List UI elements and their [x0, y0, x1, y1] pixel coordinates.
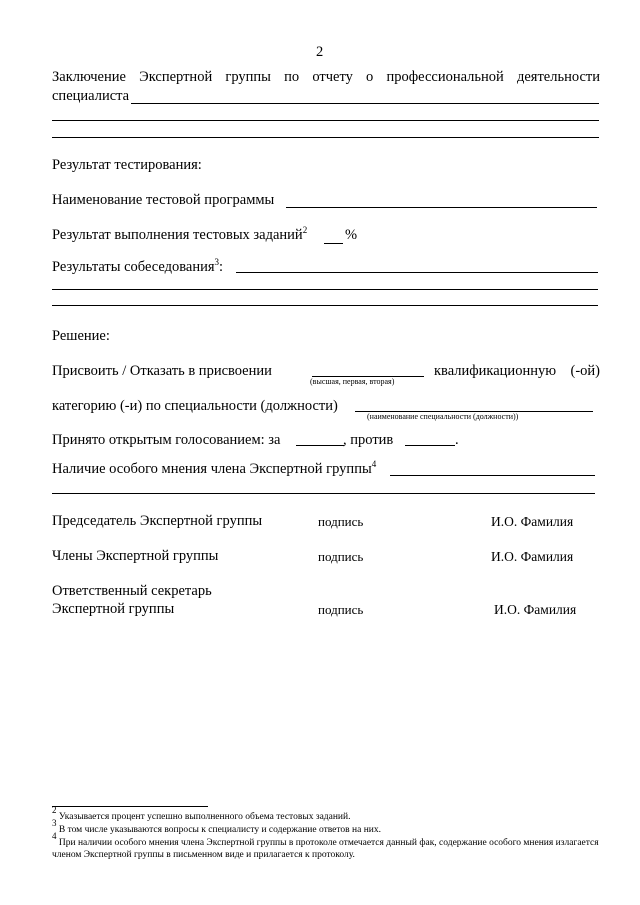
members-name: И.О. Фамилия: [491, 549, 574, 564]
qualification-text: квалификационную (-ой): [434, 363, 600, 379]
test-program-field[interactable]: [286, 207, 597, 208]
specialist-field-line[interactable]: [131, 103, 599, 104]
special-opinion-line-2[interactable]: [52, 493, 595, 494]
category-specialty-text: категорию (-и) по специальности (должности): [52, 398, 338, 414]
footnote-3: $^3$ В том числе указываются вопросы к специалисту и содержание ответов на них.: [52, 818, 381, 835]
interview-label: Результаты собеседования$^3$:: [52, 257, 224, 275]
interview-field[interactable]: [236, 272, 598, 273]
footnote-separator: [52, 806, 208, 807]
vote-for-field[interactable]: [296, 445, 344, 446]
testing-heading: Результат тестирования:: [52, 157, 202, 173]
page-number: 2: [316, 44, 324, 60]
secretary-signature[interactable]: подпись: [318, 602, 364, 617]
category-hint: (высшая, первая, вторая): [310, 377, 395, 386]
special-opinion-field[interactable]: [390, 475, 595, 476]
chairman-signature[interactable]: подпись: [318, 514, 364, 529]
chairman-label: Председатель Экспертной группы: [52, 513, 263, 529]
chairman-name: И.О. Фамилия: [491, 514, 574, 529]
conclusion-line-2[interactable]: [52, 120, 599, 121]
interview-line-3[interactable]: [52, 305, 598, 306]
special-opinion-label: Наличие особого мнения члена Экспертной группы$^4$: [52, 459, 377, 477]
conclusion-line-3[interactable]: [52, 137, 599, 138]
percent-sign: %: [345, 227, 358, 243]
secretary-label-line1: Ответственный секретарь: [52, 583, 212, 599]
footnote-ref-3: 3: [214, 257, 220, 267]
footnote-4: $^4$ При наличии особого мнения члена Экспертной группы в протоколе отмечается данный фак, содержание особого мнения излагается членом Экспертной группы в письменном виде и прилагается к протоколу.: [52, 831, 599, 860]
vote-against-label: , против: [343, 432, 394, 448]
secretary-label-line2: Экспертной группы: [52, 601, 175, 617]
interview-line-2[interactable]: [52, 289, 598, 290]
footnote-2: $^2$ Указывается процент успешно выполненного объема тестовых заданий.: [52, 805, 351, 822]
conclusion-title: Заключение Экспертной группы по отчету о профессиональной деятельности: [52, 69, 600, 85]
specialty-hint: (наименование специальности (должности)): [367, 412, 519, 421]
conclusion-specialist-label: специалиста: [52, 88, 130, 104]
secretary-name: И.О. Фамилия: [494, 602, 577, 617]
members-label: Члены Экспертной группы: [52, 548, 219, 564]
decision-heading: Решение:: [52, 328, 110, 344]
assign-text: Присвоить / Отказать в присвоении: [52, 363, 272, 379]
vote-against-field[interactable]: [405, 445, 455, 446]
vote-prefix: Принято открытым голосованием: за: [52, 432, 281, 448]
footnote-ref-2: 2: [302, 225, 308, 235]
vote-end: .: [455, 432, 459, 448]
test-program-label: Наименование тестовой программы: [52, 192, 275, 208]
footnote-ref-4: 4: [371, 459, 377, 469]
test-tasks-label: Результат выполнения тестовых заданий$^2$: [52, 225, 308, 243]
test-tasks-percent-field[interactable]: [324, 243, 343, 244]
members-signature[interactable]: подпись: [318, 549, 364, 564]
